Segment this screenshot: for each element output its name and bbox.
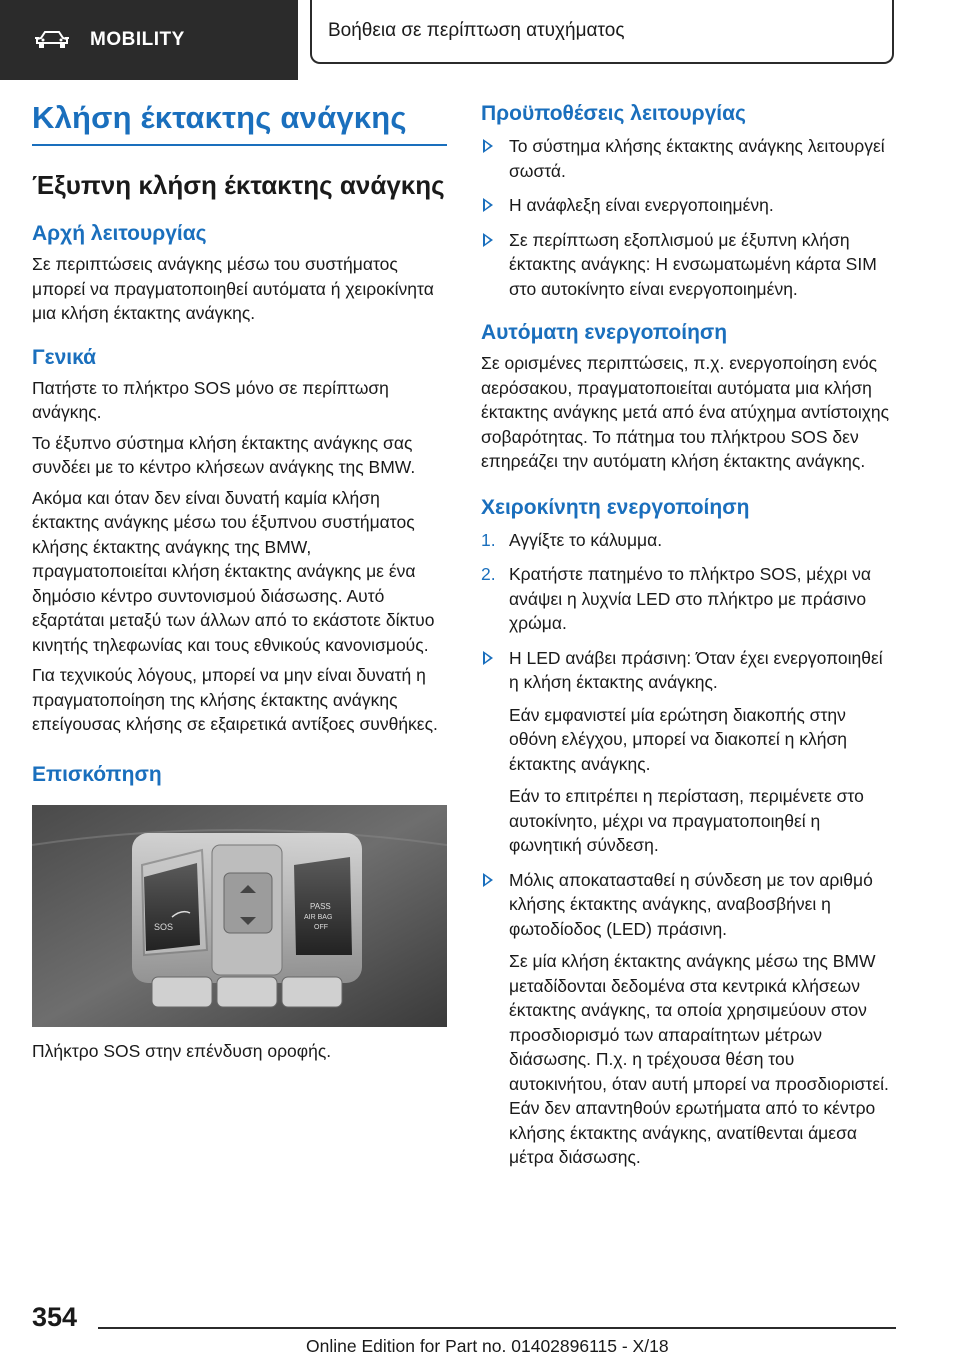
overview-heading: Επισκόπηση xyxy=(32,762,162,786)
led-note-1: Εάν εμφανιστεί μία ερώτηση διακοπής στην οθόνη ελέγχου, μπορεί να διακοπεί η κλήση έκτακτης ανάγκης. xyxy=(509,704,848,774)
sos-button xyxy=(144,863,200,951)
auto-heading: Αυτόματη ενεργοποίηση xyxy=(481,321,728,344)
principle-text: Σε περιπτώσεις ανάγκης μέσω του συστήματος μπορεί να πραγματοποιηθεί αυτόματα ή χειροκίνητα μια κλήση έκτακτης ανάγκης. xyxy=(32,254,434,323)
airbag-label: AIR BAG xyxy=(304,913,333,921)
list-item: Το σύστημα κλήσης έκτακτης ανάγκης λειτουργεί σωστά. xyxy=(481,134,896,183)
general-paragraph-3: Ακόμα και όταν δεν είναι δυνατή καμία κλήση έκτακτης ανάγκης μέσω του έξυπνου συστήματος κλήσης έκτακτης ανάγκης της BMW, πραγματοποιείται κλήση έκτακτης ανάγκης με ένα δημόσιο κέντρο συντονισμού διάσωσης. Αυτό εξαρτάται μεταξύ των άλλων από το εκάστοτε δίκτυο κινητής τηλεφωνίας και τους εθνικούς κανονισμούς. xyxy=(32,487,435,655)
connection-list xyxy=(481,868,896,942)
section-label: MOBILITY xyxy=(90,29,185,50)
requirements-heading: Προϋποθέσεις λειτουργίας xyxy=(481,102,746,125)
footer-divider xyxy=(98,1327,896,1329)
general-paragraph-1: Πατήστε το πλήκτρο SOS μόνο σε περίπτωση ανάγκης. xyxy=(32,377,389,422)
list-item: Η LED ανάβει πράσινη: Όταν έχει ενεργοποιηθεί η κλήση έκτακτης ανάγκης. xyxy=(481,646,896,695)
list-item: 1. Αγγίξτε το κάλυμμα. xyxy=(481,529,663,550)
right-column xyxy=(481,100,896,1180)
image-caption: Πλήκτρο SOS στην επένδυση οροφής. xyxy=(32,1040,332,1061)
general-heading: Γενικά xyxy=(32,345,97,369)
requirements-list xyxy=(481,134,896,301)
sos-label: SOS xyxy=(154,921,174,932)
triangle-bullet-icon xyxy=(483,233,493,247)
footer-edition: Online Edition for Part no. 01402896115 - X/18 xyxy=(306,1336,669,1356)
general-paragraph-4: Για τεχνικούς λόγους, μπορεί να μην είναι δυνατή η πραγματοποίηση της κλήσης έκτακτης ανάγκης επείγουσας κλήσης σε εξαιρετικά αντίξοες συνθήκες. xyxy=(32,665,438,734)
left-column xyxy=(32,100,447,1063)
chapter-header xyxy=(310,0,894,64)
triangle-bullet-icon xyxy=(483,651,493,665)
triangle-bullet-icon xyxy=(483,139,493,153)
sos-button-photo xyxy=(32,805,447,1027)
subtitle: Έξυπνη κλήση έκτακτης ανάγκης xyxy=(32,170,445,200)
off-label: OFF xyxy=(314,923,328,931)
list-item: Η ανάφλεξη είναι ενεργοποιημένη. xyxy=(481,193,896,218)
triangle-bullet-icon xyxy=(483,873,493,887)
section-tab xyxy=(0,0,298,80)
principle-heading: Αρχή λειτουργίας xyxy=(32,222,207,245)
list-item: 2. Κρατήστε πατημένο το πλήκτρο SOS, μέχρι να ανάψει η λυχνία LED στο πλήκτρο με πράσινο χρώμα. xyxy=(481,564,871,633)
car-icon xyxy=(34,30,70,50)
result-list xyxy=(481,646,896,695)
triangle-bullet-icon xyxy=(483,198,493,212)
connection-note: Σε μία κλήση έκτακτης ανάγκης μέσω της BMW μεταδίδονται δεδομένα στα κεντρικά κλήσεων έκτακτης ανάγκης, τα οποία χρησιμεύουν στον προσδιορισμό των απαραίτητων μέτρων διάσωσης. Π.χ. η τρέχουσα θέση του αυτοκινήτου, όταν αυτή μπορεί να προσδιοριστεί. Εάν δεν απαντηθούν ερωτήματα από το κέντρο κλήσης έκτακτης ανάγκης, ανατίθενται άμεσα μέτρα διάσωσης. xyxy=(509,951,889,1167)
list-item: Μόλις αποκατασταθεί η σύνδεση με τον αριθμό κλήσης έκτακτης ανάγκης, αναβοσβήνει η φωτοδίοδος (LED) πράσινη. xyxy=(481,868,896,942)
general-paragraph-2: Το έξυπνο σύστημα κλήση έκτακτης ανάγκης σας συνδέει με το κέντρο κλήσεων ανάγκης της BMW. xyxy=(32,432,416,477)
chapter-title: Βοήθεια σε περίπτωση ατυχήματος xyxy=(328,20,625,41)
led-note-2: Εάν το επιτρέπει η περίσταση, περιμένετε στο αυτοκίνητο, μέχρι να πραγματοποιηθεί η φωνητική σύνδεση. xyxy=(509,786,864,855)
page-number: 354 xyxy=(32,1302,78,1332)
manual-heading: Χειροκίνητη ενεργοποίηση xyxy=(481,495,750,519)
list-item: Σε περίπτωση εξοπλισμού με έξυπνη κλήση έκτακτης ανάγκης: Η ενσωματωμένη κάρτα SIM στο αυτοκίνητο είναι ενεργοποιημένη. xyxy=(481,228,896,302)
steps-list xyxy=(481,528,896,636)
auto-text: Σε ορισμένες περιπτώσεις, π.χ. ενεργοποίηση ενός αερόσακου, πραγματοποιείται αυτόματα μια κλήση έκτακτης ανάγκης μετά από ένα ατύχημα αντίστοιχης σοβαρότητας. Το πάτημα του πλήκτρου SOS δεν επηρεάζει την αυτόματη κλήση έκτακτης ανάγκης. xyxy=(481,353,890,471)
page-title: Κλήση έκτακτης ανάγκης xyxy=(32,100,447,146)
pass-label: PASS xyxy=(310,901,331,911)
